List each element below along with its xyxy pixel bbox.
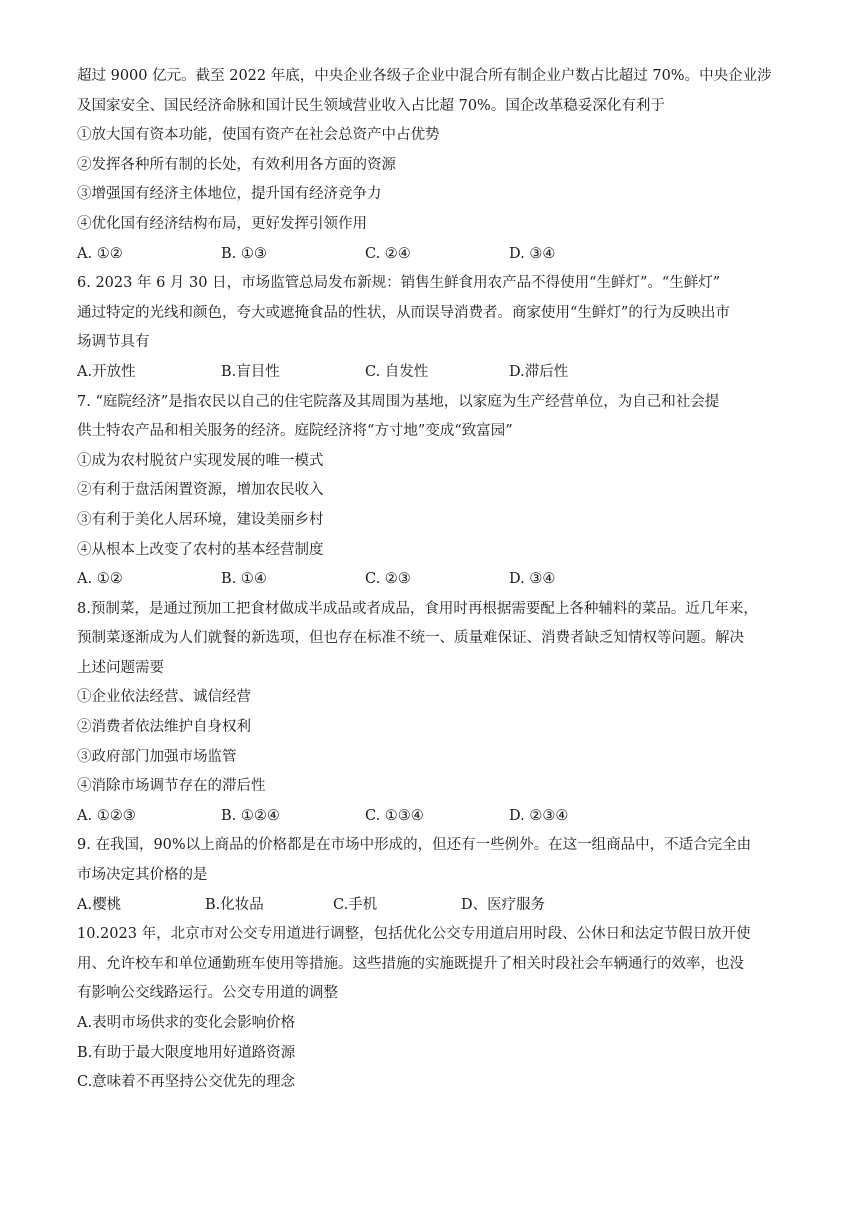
question-text-line: 市场决定其价格的是 — [77, 867, 208, 884]
option-c: C.意味着不再坚持公交优先的理念 — [77, 1074, 296, 1091]
answer-options — [77, 802, 783, 832]
question-9 — [77, 831, 783, 920]
option-b: B. ①④ — [221, 571, 267, 588]
option-a: A. ①②③ — [77, 807, 136, 824]
option-d: D. ②③④ — [509, 807, 569, 824]
statement-item: ①放大国有资本功能，使国有资产在社会总资产中占优势 — [77, 127, 440, 144]
question-7 — [77, 388, 783, 595]
option-b: B. ①②④ — [221, 807, 280, 824]
question-text-line: 有影响公交线路运行。公交专用道的调整 — [77, 985, 338, 1002]
option-c: C. ②④ — [365, 245, 411, 262]
question-5 — [77, 62, 783, 269]
option-c: C. 自发性 — [365, 363, 429, 380]
question-text-line: 场调节具有 — [77, 334, 150, 351]
option-a: A. ①② — [77, 571, 123, 588]
question-text-line: 及国家安全、国民经济命脉和国计民生领域营业收入占比超 70%。国企改革稳妥深化有利于 — [77, 97, 665, 114]
answer-options — [77, 240, 783, 270]
question-text-line: 7. “庭院经济”是指农民以自己的住宅院落及其周围为基地，以家庭为生产经营单位，为自己和社会提 — [77, 393, 720, 410]
answer-options — [77, 891, 783, 921]
question-text-line: 9. 在我国，90%以上商品的价格都是在市场中形成的，但还有一些例外。在这一组商品中，不适合完全由 — [77, 837, 752, 854]
question-text-line: 通过特定的光线和颜色，夸大或遮掩食品的性状，从而误导消费者。商家使用“生鲜灯”的行为反映出市 — [77, 304, 730, 321]
question-text-line: 供土特农产品和相关服务的经济。庭院经济将“方寸地”变成“致富园” — [77, 423, 513, 440]
question-text-line: 用、允许校车和单位通勤班车使用等措施。这些措施的实施既提升了相关时段社会车辆通行的效率，也没 — [77, 955, 744, 972]
option-b: B.化妆品 — [205, 896, 264, 913]
option-d: D.滞后性 — [509, 363, 569, 380]
statement-item: ③增强国有经济主体地位，提升国有经济竞争力 — [77, 186, 382, 203]
question-text-line: 6. 2023 年 6 月 30 日，市场监管总局发布新规：销售生鲜食用农产品不得使用“生鲜灯”。“生鲜灯” — [77, 275, 721, 292]
answer-options — [77, 565, 783, 595]
option-c: C. ①③④ — [365, 807, 424, 824]
question-6 — [77, 269, 783, 387]
statement-item: ④优化国有经济结构布局，更好发挥引领作用 — [77, 215, 367, 232]
question-text-line: 8.预制菜，是通过预加工把食材做成半成品或者成品，食用时再根据需要配上各种辅料的菜品。近几年来， — [77, 600, 758, 617]
question-8 — [77, 595, 783, 832]
statement-item: ②发挥各种所有制的长处，有效利用各方面的资源 — [77, 156, 396, 173]
option-b: B.盲目性 — [221, 363, 280, 380]
statement-item: ③有利于美化人居环境，建设美丽乡村 — [77, 511, 324, 528]
question-10 — [77, 920, 783, 1098]
option-b: B. ①③ — [221, 245, 267, 262]
statement-item: ④消除市场调节存在的滞后性 — [77, 778, 266, 795]
question-text-line: 超过 9000 亿元。截至 2022 年底，中央企业各级子企业中混合所有制企业户数占比超过 70%。中央企业涉 — [77, 68, 772, 84]
statement-item: ③政府部门加强市场监管 — [77, 748, 237, 765]
option-c: C. ②③ — [365, 571, 411, 588]
option-a: A.开放性 — [77, 363, 136, 380]
question-text-line: 上述问题需要 — [77, 659, 164, 676]
statement-item: ②有利于盘活闲置资源，增加农民收入 — [77, 482, 324, 499]
option-c: C.手机 — [333, 896, 378, 913]
answer-options — [77, 358, 783, 388]
option-d: D. ③④ — [509, 571, 556, 588]
option-d: D、医疗服务 — [461, 896, 546, 913]
question-text-line: 预制菜逐渐成为人们就餐的新选项，但也存在标准不统一、质量难保证、消费者缺乏知情权等问题。解决 — [77, 630, 744, 647]
option-a: A.樱桃 — [77, 896, 122, 913]
option-b: B.有助于最大限度地用好道路资源 — [77, 1044, 296, 1061]
question-text-line: 10.2023 年，北京市对公交专用道进行调整，包括优化公交专用道启用时段、公休日和法定节假日放开使 — [77, 926, 751, 943]
option-a: A. ①② — [77, 245, 123, 262]
statement-item: ④从根本上改变了农村的基本经营制度 — [77, 541, 324, 558]
option-a: A.表明市场供求的变化会影响价格 — [77, 1015, 296, 1031]
statement-item: ①企业依法经营、诚信经营 — [77, 689, 251, 706]
statement-item: ①成为农村脱贫户实现发展的唯一模式 — [77, 452, 324, 469]
statement-item: ②消费者依法维护自身权利 — [77, 719, 251, 736]
exam-page — [77, 62, 783, 1098]
option-d: D. ③④ — [509, 245, 556, 262]
